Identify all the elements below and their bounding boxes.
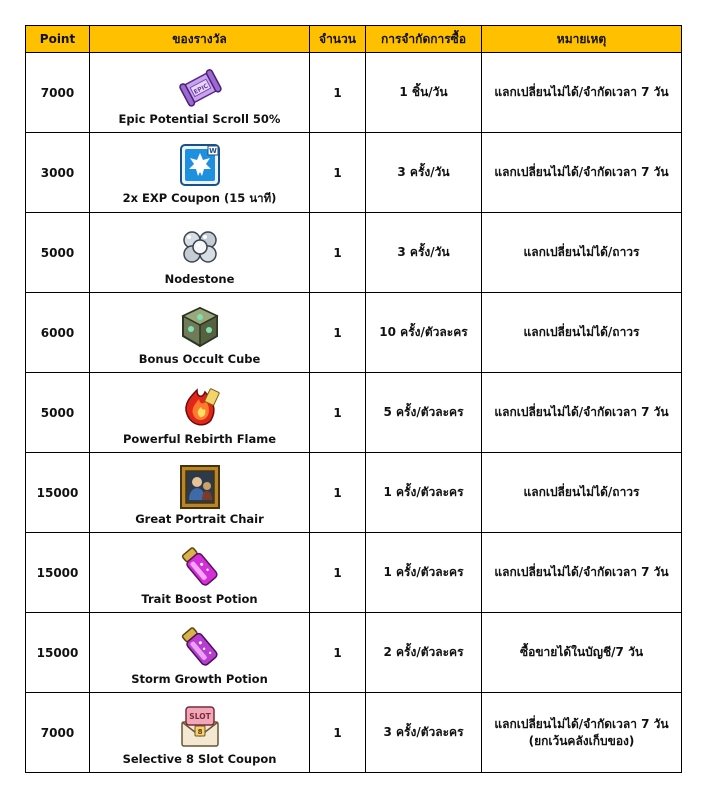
note-cell: [482, 533, 682, 613]
note-cell: [482, 613, 682, 693]
note-cell: [482, 453, 682, 533]
note-cell: [482, 53, 682, 133]
note-line: แลกเปลี่ยนไม่ได้/ถาวร: [523, 245, 640, 259]
limit-cell: 1 ครั้ง/ตัวละคร: [366, 533, 482, 613]
exp-coupon-icon: [177, 142, 223, 188]
limit-cell: 3 ครั้ง/วัน: [366, 133, 482, 213]
reward-cell: [90, 533, 310, 613]
point-cell: 15000: [26, 533, 90, 613]
quantity-cell: 1: [310, 453, 366, 533]
limit-cell: 3 ครั้ง/วัน: [366, 213, 482, 293]
header-point: Point: [26, 26, 90, 53]
point-cell: 6000: [26, 293, 90, 373]
reward-cell: [90, 293, 310, 373]
reward-table: [25, 25, 682, 773]
scroll-label: EPIC: [192, 82, 210, 96]
item-name: Great Portrait Chair: [135, 511, 264, 526]
exp-badge-label: W: [208, 146, 217, 155]
item-name: 2x EXP Coupon (15 นาที): [122, 190, 277, 205]
item-name: Storm Growth Potion: [131, 671, 268, 686]
table-row: [26, 53, 682, 133]
slot-number-label: 8: [197, 727, 202, 736]
header-note: หมายเหตุ: [482, 26, 682, 53]
note-cell: [482, 293, 682, 373]
point-cell: 5000: [26, 213, 90, 293]
table-row: [26, 133, 682, 213]
nodestone-icon: [177, 224, 223, 270]
item-name: Powerful Rebirth Flame: [122, 431, 277, 446]
reward-cell: [90, 693, 310, 773]
reward-cell: [90, 613, 310, 693]
point-cell: 15000: [26, 613, 90, 693]
quantity-cell: 1: [310, 533, 366, 613]
note-cell: [482, 133, 682, 213]
quantity-cell: 1: [310, 53, 366, 133]
point-cell: 7000: [26, 693, 90, 773]
portrait-chair-icon: [177, 464, 223, 510]
note-line: แลกเปลี่ยนไม่ได้/ถาวร: [523, 325, 640, 339]
limit-cell: 2 ครั้ง/ตัวละคร: [366, 613, 482, 693]
rebirth-flame-icon: [177, 384, 223, 430]
purple-scroll-icon: [177, 64, 223, 110]
item-name: Trait Boost Potion: [141, 591, 258, 606]
bonus-occult-cube-icon: [177, 304, 223, 350]
note-line: แลกเปลี่ยนไม่ได้/จำกัดเวลา 7 วัน: [494, 165, 669, 179]
limit-cell: 5 ครั้ง/ตัวละคร: [366, 373, 482, 453]
note-line: แลกเปลี่ยนไม่ได้/จำกัดเวลา 7 วัน: [494, 85, 669, 99]
note-line: (ยกเว้นคลังเก็บของ): [528, 733, 635, 748]
limit-cell: 10 ครั้ง/ตัวละคร: [366, 293, 482, 373]
reward-cell: [90, 213, 310, 293]
limit-cell: 1 ชิ้น/วัน: [366, 53, 482, 133]
note-line: แลกเปลี่ยนไม่ได้/จำกัดเวลา 7 วัน: [494, 565, 669, 579]
item-name: Epic Potential Scroll 50%: [118, 111, 281, 126]
point-cell: 7000: [26, 53, 90, 133]
header-reward: ของรางวัล: [90, 26, 310, 53]
table-row: [26, 293, 682, 373]
storm-growth-potion-icon: [177, 624, 223, 670]
table-row: [26, 213, 682, 293]
quantity-cell: 1: [310, 133, 366, 213]
note-cell: [482, 213, 682, 293]
reward-cell: [90, 453, 310, 533]
point-cell: 3000: [26, 133, 90, 213]
quantity-cell: 1: [310, 613, 366, 693]
point-cell: 15000: [26, 453, 90, 533]
reward-cell: [90, 53, 310, 133]
note-cell: [482, 693, 682, 773]
header-quantity: จำนวน: [310, 26, 366, 53]
table-row: [26, 453, 682, 533]
quantity-cell: 1: [310, 213, 366, 293]
header-row: [26, 26, 682, 53]
note-line: แลกเปลี่ยนไม่ได้/จำกัดเวลา 7 วัน: [494, 716, 669, 731]
item-name: Selective 8 Slot Coupon: [122, 751, 277, 766]
slot-coupon-icon: [177, 704, 223, 750]
header-limit: การจำกัดการซื้อ: [366, 26, 482, 53]
item-name: Nodestone: [164, 271, 235, 286]
table-row: [26, 613, 682, 693]
reward-cell: [90, 133, 310, 213]
limit-cell: 3 ครั้ง/ตัวละคร: [366, 693, 482, 773]
limit-cell: 1 ครั้ง/ตัวละคร: [366, 453, 482, 533]
table-row: [26, 373, 682, 453]
table-row: [26, 533, 682, 613]
quantity-cell: 1: [310, 293, 366, 373]
note-cell: [482, 373, 682, 453]
note-line: แลกเปลี่ยนไม่ได้/ถาวร: [523, 485, 640, 499]
table-row: [26, 693, 682, 773]
quantity-cell: 1: [310, 693, 366, 773]
item-name: Bonus Occult Cube: [138, 351, 261, 366]
point-cell: 5000: [26, 373, 90, 453]
note-line: ซื้อขายได้ในบัญชี/7 วัน: [519, 645, 644, 659]
quantity-cell: 1: [310, 373, 366, 453]
slot-label: SLOT: [188, 711, 211, 721]
trait-boost-potion-icon: [177, 544, 223, 590]
reward-cell: [90, 373, 310, 453]
note-line: แลกเปลี่ยนไม่ได้/จำกัดเวลา 7 วัน: [494, 405, 669, 419]
